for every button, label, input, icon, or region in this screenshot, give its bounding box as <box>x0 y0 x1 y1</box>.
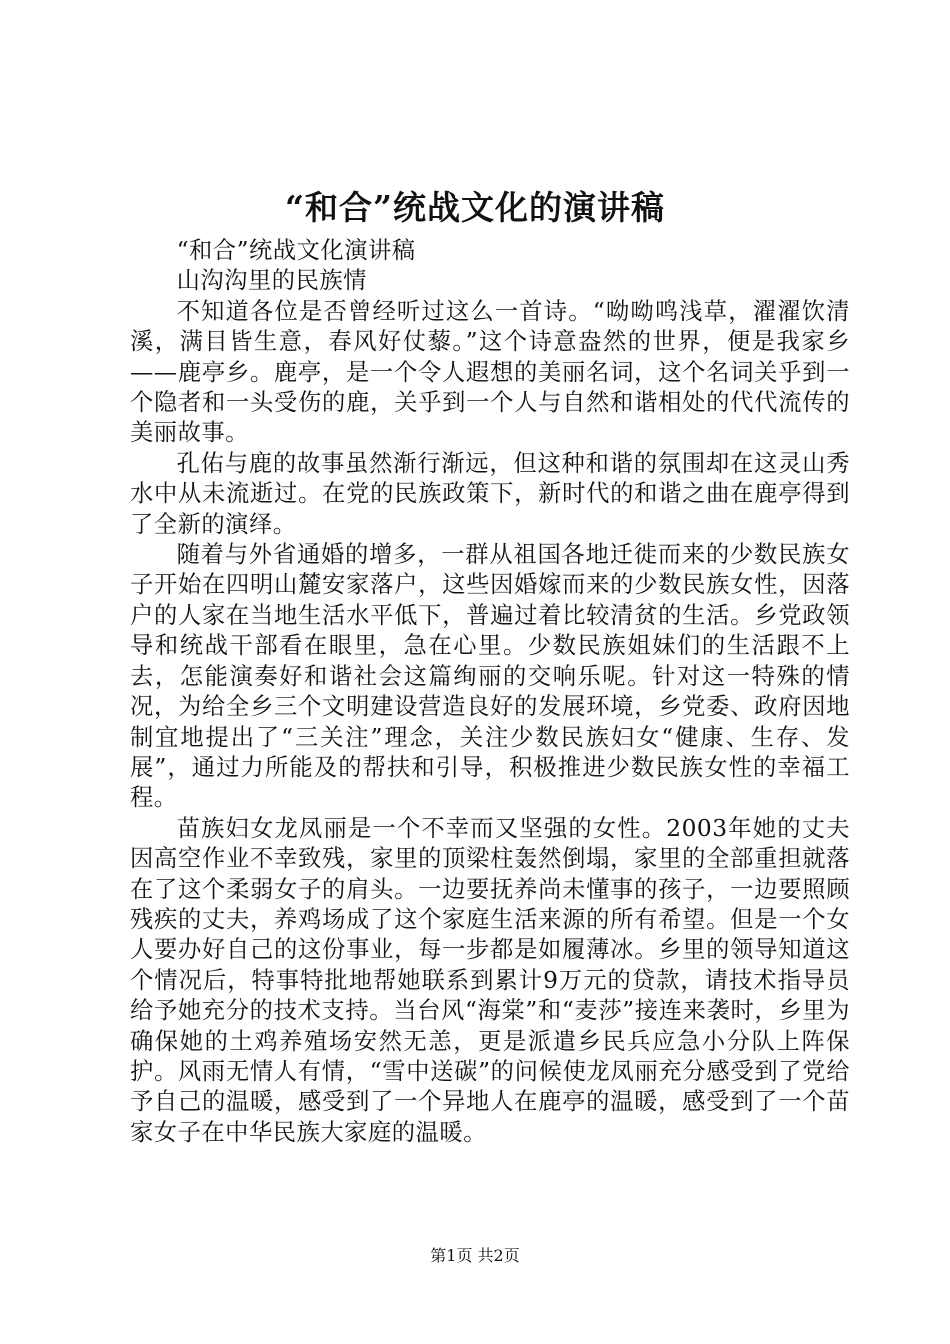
document-body <box>130 236 850 1148</box>
body-paragraph: 随着与外省通婚的增多，一群从祖国各地迁徙而来的少数民族女子开始在四明山麓安家落户，这些因婚嫁而来的少数民族女性，因落户的人家在当地生活水平低下，普遍过着比较清贫的生活。乡党政领导和统战干部看在眼里，急在心里。少数民族姐妹们的生活跟不上去，怎能演奏好和谐社会这篇绚丽的交响乐呢。针对这一特殊的情况，为给全乡三个文明建设营造良好的发展环境，乡党委、政府因地制宜地提出了“三关注”理念，关注少数民族妇女“健康、生存、发展”，通过力所能及的帮扶和引导，积极推进少数民族女性的幸福工程。 <box>130 541 850 812</box>
body-paragraph: 孔佑与鹿的故事虽然渐行渐远，但这种和谐的氛围却在这灵山秀水中从未流逝过。在党的民族政策下，新时代的和谐之曲在鹿亭得到了全新的演绎。 <box>130 449 850 538</box>
document-title: “和合”统战文化的演讲稿 <box>285 188 665 227</box>
page-number-footer: 第1页 共2页 <box>430 1246 520 1265</box>
subtitle-paragraph: “和合”统战文化演讲稿 <box>176 237 416 264</box>
body-paragraph: 苗族妇女龙凤丽是一个不幸而又坚强的女性。2003年她的丈夫因高空作业不幸致残，家里的顶梁柱轰然倒塌，家里的全部重担就落在了这个柔弱女子的肩头。一边要抚养尚未懂事的孩子，一边要照顾残疾的丈夫，养鸡场成了这个家庭生活来源的所有希望。但是一个女人要办好自己的这份事业，每一步都是如履薄冰。乡里的领导知道这个情况后，特事特批地帮她联系到累计9万元的贷款，请技术指导员给予她充分的技术支持。当台风“海棠”和“麦莎”接连来袭时，乡里为确保她的土鸡养殖场安然无恙，更是派遣乡民兵应急小分队上阵保护。风雨无情人有情，“雪中送碳”的问候使龙凤丽充分感受到了党给予自己的温暖，感受到了一个异地人在鹿亭的温暖，感受到了一个苗家女子在中华民族大家庭的温暖。 <box>130 814 850 1146</box>
body-paragraph: 不知道各位是否曾经听过这么一首诗。“呦呦鸣浅草，濯濯饮清溪，满目皆生意，春风好仗藜。”这个诗意盎然的世界，便是我家乡——鹿亭乡。鹿亭，是一个令人遐想的美丽名词，这个名词关乎到一个隐者和一头受伤的鹿，关乎到一个人与自然和谐相处的代代流传的美丽故事。 <box>130 297 850 447</box>
section-heading-paragraph: 山沟沟里的民族情 <box>176 267 367 295</box>
